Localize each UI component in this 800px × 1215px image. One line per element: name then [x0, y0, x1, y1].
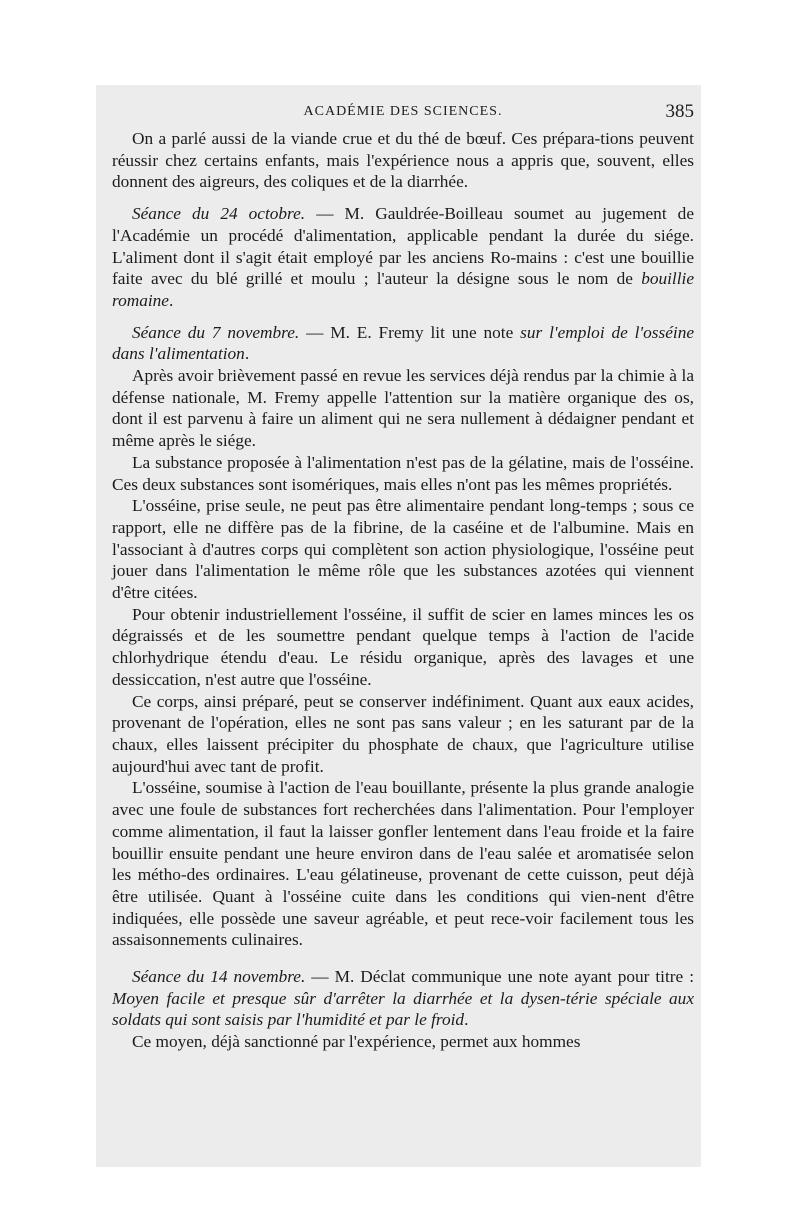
- paragraph-end: .: [464, 1010, 469, 1030]
- paragraph-6: L'osséine, prise seule, ne peut pas être alimentaire pendant long-temps ; sous ce rapport, elle ne diffère pas de la fibrine, de la caséine et de l'albumine. Mais en l'associant à d'autres corps qui complètent son action physiologique, l'osséine peut jouer dans l'alimentation le même rôle que les substances azotées qui viennent d'être citées.: [112, 496, 694, 603]
- paragraph-2: [112, 203, 694, 312]
- paragraph-end: .: [168, 290, 174, 310]
- paragraph-8: Ce corps, ainsi préparé, peut se conserver indéfiniment. Quant aux eaux acides, provenant de l'opération, elles ne sont pas sans valeur ; en les saturant par de la chaux, elles laissent précipiter du phosphate de chaux, que l'agriculture utilise aujourd'hui avec tant de profit.: [112, 691, 694, 776]
- page-number: 385: [665, 101, 694, 122]
- session-date: Séance du 14 novembre.: [132, 967, 306, 987]
- note-title: Moyen facile et presque sûr d'arrêter la diarrhée et la dysen-térie spéciale aux soldats qui sont saisis par l'humidité et par le froid: [112, 988, 694, 1030]
- paragraph-9: L'osséine, soumise à l'action de l'eau bouillante, présente la plus grande analogie avec une foule de substances fort recherchées dans l'alimentation. Pour l'employer comme alimentation, il faut la laisser gonfler lentement dans l'eau froide et la faire bouillir ensuite pendant une heure environ dans de l'eau salée et aromatisée selon les métho-des ordinaires. L'eau gélatineuse, provenant de cette cuisson, peut déjà être utilisée. Quant à l'osséine cuite dans les conditions qui vien-nent d'être indiquées, elle possède une saveur agréable, et peut rece-voir facilement tous les assaisonnements culinaires.: [112, 778, 694, 950]
- paragraph-4: Après avoir brièvement passé en revue les services déjà rendus par la chimie à la défense nationale, M. Fremy appelle l'attention sur la matière organique des os, dont il est parvenu à faire un aliment qui ne sera nullement à dédaigner pendant et même après le siége.: [112, 366, 694, 451]
- paragraph-5: La substance proposée à l'alimentation n'est pas de la gélatine, mais de l'osséine. Ces deux substances sont isomériques, mais elles n'ont pas les mêmes propriétés.: [112, 452, 694, 494]
- paragraph-11: Ce moyen, déjà sanctionné par l'expérience, permet aux hommes: [132, 1032, 581, 1052]
- session-date: Séance du 7 novembre.: [132, 322, 300, 342]
- paragraph-text: — M. Déclat communique une note ayant pour titre :: [305, 967, 694, 987]
- running-head: ACADÉMIE DES SCIENCES.: [303, 104, 503, 119]
- note-title: sur l'emploi de l'osséine dans l'alimentation: [112, 322, 695, 364]
- session-date: Séance du 24 octobre.: [132, 204, 306, 224]
- paragraph-10: [112, 966, 694, 1031]
- paragraph-7: Pour obtenir industriellement l'osséine, il suffit de scier en lames minces les os dégraissés et de les soumettre pendant quelque temps à l'action de l'acide chlorhydrique étendu d'eau. Le résidu organique, après des lavages et une dessiccation, n'est autre que l'osséine.: [112, 604, 694, 689]
- page-header: [112, 101, 694, 124]
- paragraph-text: — M. E. Fremy lit une note: [299, 322, 521, 342]
- body-text: [112, 128, 694, 1053]
- term-bouillie-romaine: bouillie romaine: [112, 269, 694, 310]
- paragraph-3: [112, 322, 694, 365]
- paragraph-1: On a parlé aussi de la viande crue et du thé de bœuf. Ces prépara-tions peuvent réussir chez certains enfants, mais l'expérience nous a appris que, souvent, elles donnent des aigreurs, des coliques et de la diarrhée.: [112, 129, 694, 192]
- paragraph-text: — M. Gauldrée-Boilleau soumet au jugement de l'Académie un procédé d'alimentation, applicable pendant la durée du siége. L'aliment dont il s'agit était employé par les anciens Ro-mains : c'est une bouillie faite avec du blé grillé et moulu ; l'auteur la désigne sous le nom de: [112, 204, 694, 289]
- paragraph-end: .: [244, 344, 250, 364]
